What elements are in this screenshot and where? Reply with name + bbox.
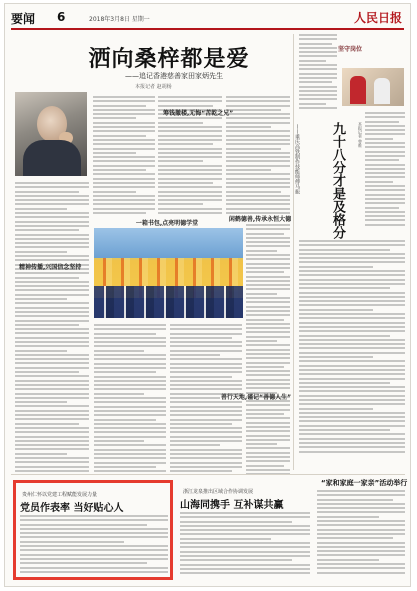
text-column-mid-a	[94, 324, 166, 474]
group-photo	[94, 228, 243, 318]
right-kicker: 坚守岗位	[338, 46, 363, 53]
horizontal-rule	[11, 474, 405, 475]
right-byline: 本报记者 曾维	[358, 122, 363, 148]
lead-byline: 本报记者 赵胡杨	[135, 84, 172, 90]
middle-bottom-body	[180, 512, 310, 582]
text-column-right-c	[299, 240, 405, 470]
text-column-left	[15, 182, 89, 472]
section-name: 要闻	[11, 12, 36, 26]
worker-photo	[342, 68, 404, 106]
page-number: 6	[57, 10, 66, 24]
right-bottom-title: “家和家庭一家亲”活动举行	[321, 479, 408, 487]
right-vertical-subtitle: ——重庆高铁制作技能师傅马振	[294, 124, 300, 194]
portrait-photo	[15, 92, 87, 176]
right-vertical-title: 九十八分才是及格分	[330, 122, 345, 239]
page-header	[11, 10, 404, 30]
subhead-c: 闲鹤德善,传承永恒大德	[228, 216, 292, 223]
boxed-kicker: 贵州仁怀以党建工程赋能发展力量	[22, 492, 98, 498]
lead-subheadline: ——追记香港慈善家田家炳先生	[125, 72, 223, 80]
middle-bottom-title: 山海同携手 互补谋共赢	[180, 500, 284, 511]
masthead-logo: 人民日报	[353, 11, 402, 25]
issue-date: 2018年3月8日 星期一	[89, 16, 150, 23]
subhead-e: 善行天地,谨记“善德人生”	[220, 394, 292, 401]
text-column-1a	[93, 96, 155, 216]
lead-headline: 洒向桑梓都是爱	[88, 46, 250, 72]
middle-bottom-kicker: 浙江龙泉推出区域合作协调发展	[183, 489, 254, 495]
text-column-right-a	[299, 34, 337, 114]
right-bottom-body	[317, 490, 405, 582]
boxed-title: 党员作表率 当好贴心人	[20, 503, 124, 514]
text-column-right-b	[365, 112, 405, 232]
text-column-1c	[226, 96, 290, 216]
boxed-body	[20, 515, 168, 575]
subhead-b: 筹钱撤楼,无悔“苦乾之兄”	[163, 110, 234, 117]
highlighted-story-box	[13, 480, 173, 580]
subhead-d: 精神传播,兴国信念坚持	[19, 264, 82, 271]
newspaper-page	[4, 3, 411, 587]
subhead-a: 一箱书包,点亮明德学堂	[135, 220, 199, 227]
text-column-center	[246, 224, 290, 474]
column-divider	[293, 34, 294, 470]
